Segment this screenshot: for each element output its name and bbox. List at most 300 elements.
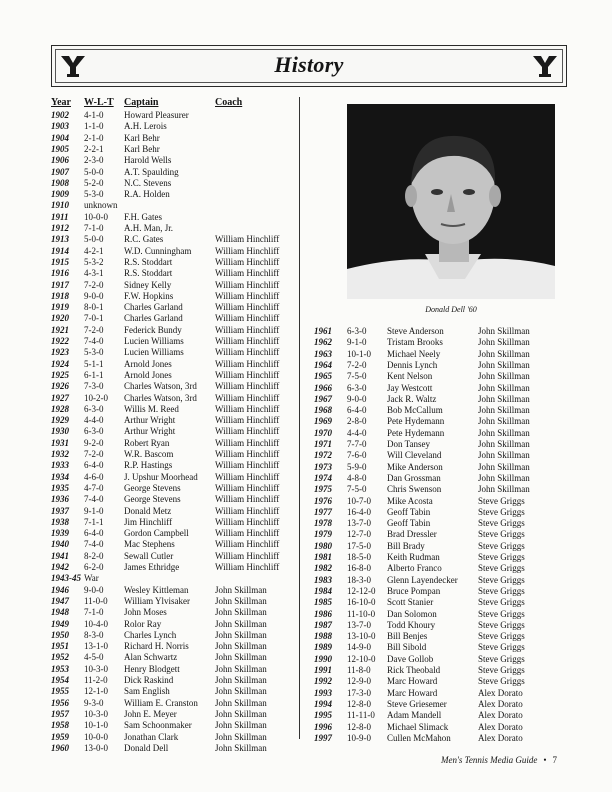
row-captain: R.S. Stoddart <box>124 268 173 279</box>
row-year: 1922 <box>51 336 69 346</box>
row-year: 1974 <box>314 472 332 483</box>
row-coach: John Skillman <box>478 337 530 348</box>
page-title: History <box>274 52 344 77</box>
row-year: 1968 <box>314 405 332 416</box>
row-record: 5-2-0 <box>84 177 104 188</box>
row-captain: R.A. Holden <box>124 189 170 200</box>
row-year: 1931 <box>51 437 69 448</box>
row-record: 4-4-0 <box>84 415 104 426</box>
row-coach: John Skillman <box>215 675 267 685</box>
row-coach: Steve Griggs <box>478 597 525 608</box>
row-year: 1966 <box>314 382 332 393</box>
row-coach: John Skillman <box>478 405 530 416</box>
row-year: 1977 <box>314 506 332 517</box>
row-captain: Lucien Williams <box>124 347 184 358</box>
row-year: 1955 <box>51 686 69 697</box>
row-record: 11-8-0 <box>347 665 371 675</box>
row-year: 1925 <box>51 369 69 380</box>
row-coach: Steve Griggs <box>478 495 525 506</box>
row-record: 12-12-0 <box>347 585 376 596</box>
row-captain: Charles Lynch <box>124 629 177 640</box>
row-captain: Geoff Tabin <box>387 518 431 529</box>
row-captain: Howard Pleasurer <box>124 110 189 120</box>
row-year: 1986 <box>314 608 332 619</box>
row-year: 1905 <box>51 143 69 154</box>
row-captain: Michael Neely <box>387 348 441 359</box>
row-record: 9-0-0 <box>84 584 104 595</box>
row-captain: Kent Nelson <box>387 371 433 382</box>
row-year: 1909 <box>51 189 69 200</box>
row-captain: Brad Dressler <box>387 529 437 540</box>
row-year: 1982 <box>314 563 332 574</box>
row-coach: John Skillman <box>215 686 267 697</box>
row-coach: William Hinchliff <box>215 256 280 267</box>
row-coach: William Hinchliff <box>215 516 280 527</box>
row-year: 1908 <box>51 177 69 188</box>
row-captain: Arthur Wright <box>124 426 176 437</box>
page-header <box>51 45 567 87</box>
row-captain: Wesley Kittleman <box>124 584 189 595</box>
row-captain: Glenn Layendecker <box>387 574 458 585</box>
row-coach: Steve Griggs <box>478 631 525 642</box>
row-captain: Charles Garland <box>124 302 183 313</box>
row-captain: Charles Watson, 3rd <box>124 392 197 403</box>
row-record: 5-0-0 <box>84 166 104 177</box>
row-year: 1981 <box>314 552 332 562</box>
row-record: 4-4-0 <box>347 427 367 438</box>
row-year: 1912 <box>51 223 69 233</box>
row-coach: John Skillman <box>215 584 267 595</box>
row-year: 1938 <box>51 516 69 527</box>
row-year: 1920 <box>51 313 69 324</box>
donald-dell-photo <box>347 104 555 299</box>
row-year: 1949 <box>51 618 69 629</box>
row-year: 1946 <box>51 584 69 595</box>
row-record: 18-3-0 <box>347 574 371 585</box>
yale-y-logo-icon <box>532 54 558 78</box>
row-record: 2-8-0 <box>347 416 367 427</box>
row-record: 12-7-0 <box>347 529 371 540</box>
row-year: 1924 <box>51 358 69 369</box>
row-captain: Arnold Jones <box>124 358 172 369</box>
row-captain: W.R. Bascom <box>124 449 174 459</box>
row-captain: Gordon Campbell <box>124 528 189 539</box>
row-record: 9-1-0 <box>84 505 104 516</box>
row-coach: John Skillman <box>478 348 530 359</box>
column-divider <box>299 97 300 739</box>
row-coach: John Skillman <box>478 427 530 438</box>
row-captain: Bill Brady <box>387 540 425 551</box>
row-year: 1975 <box>314 484 332 495</box>
row-record: 7-2-0 <box>84 279 104 290</box>
row-captain: Chris Swenson <box>387 484 442 495</box>
row-coach: Steve Griggs <box>478 506 525 517</box>
column-header-coach: Coach <box>215 97 243 108</box>
row-year: 1906 <box>51 155 69 166</box>
row-captain: Mac Stephens <box>124 539 175 550</box>
row-record: 4-3-1 <box>84 268 104 279</box>
row-coach: William Hinchliff <box>215 369 280 380</box>
row-year: 1913 <box>51 234 69 245</box>
row-captain: Bruce Pompan <box>387 585 441 596</box>
row-captain: George Stevens <box>124 482 181 493</box>
row-captain: Sidney Kelly <box>124 279 172 290</box>
row-year: 1997 <box>314 732 332 743</box>
row-year: 1976 <box>314 495 332 506</box>
row-year: 1950 <box>51 629 69 640</box>
row-year: 1934 <box>51 471 69 482</box>
row-year: 1992 <box>314 676 332 687</box>
row-year: 1988 <box>314 631 332 642</box>
row-record: 4-6-0 <box>84 471 104 482</box>
row-captain: Donald Dell <box>124 742 169 753</box>
row-captain: Sam Schoonmaker <box>124 720 192 731</box>
row-record: 9-2-0 <box>84 437 104 448</box>
row-captain: Rick Theobald <box>387 665 441 675</box>
row-year: 1928 <box>51 403 69 414</box>
row-year: 1954 <box>51 675 69 685</box>
row-coach: William Hinchliff <box>215 539 280 550</box>
row-captain: William Ylvisaker <box>124 595 191 606</box>
row-record: 6-3-0 <box>347 326 367 336</box>
row-record: 11-11-0 <box>347 710 375 721</box>
row-record: 6-1-1 <box>84 369 104 380</box>
row-record: 7-2-0 <box>84 324 104 335</box>
row-record: 11-10-0 <box>347 608 376 619</box>
row-year: 1915 <box>51 256 69 267</box>
row-captain: Geoff Tabin <box>387 506 431 517</box>
row-record: 8-2-0 <box>84 550 104 561</box>
row-year: 1959 <box>51 731 69 742</box>
row-coach: William Hinchliff <box>215 528 280 539</box>
row-record: 4-1-0 <box>84 110 104 120</box>
row-record: 6-4-0 <box>84 528 104 539</box>
row-record: 16-10-0 <box>347 597 376 608</box>
row-coach: Steve Griggs <box>478 665 525 675</box>
row-record: 2-3-0 <box>84 155 104 166</box>
row-record: 7-0-1 <box>84 313 104 324</box>
row-record: 10-1-0 <box>84 720 108 731</box>
row-year: 1989 <box>314 642 332 653</box>
row-captain: Willis M. Reed <box>124 403 179 414</box>
row-record: 10-7-0 <box>347 495 371 506</box>
row-captain: Sewall Cutler <box>124 550 174 561</box>
row-record: 12-9-0 <box>347 676 371 687</box>
row-captain: Robert Ryan <box>124 437 170 448</box>
row-coach: Alex Dorato <box>478 732 523 743</box>
row-year: 1941 <box>51 550 69 561</box>
row-coach: Steve Griggs <box>478 529 525 540</box>
row-coach: Alex Dorato <box>478 698 523 709</box>
row-record: 2-2-1 <box>84 143 104 154</box>
row-record: 10-9-0 <box>347 732 371 743</box>
row-year: 1969 <box>314 416 332 427</box>
row-captain: R.S. Stoddart <box>124 256 173 267</box>
row-coach: John Skillman <box>215 663 267 674</box>
row-coach: William Hinchliff <box>215 403 280 414</box>
row-captain: Pete Hydemann <box>387 416 445 427</box>
page-number: 7 <box>552 755 557 765</box>
row-captain: George Stevens <box>124 494 181 505</box>
row-captain: F.W. Hopkins <box>124 290 174 301</box>
row-captain: Dave Gollob <box>387 653 434 664</box>
row-captain: Jonathan Clark <box>124 731 179 742</box>
row-captain: Michael Slimack <box>387 721 449 732</box>
row-record: 10-2-0 <box>84 392 108 403</box>
row-coach: William Hinchliff <box>215 415 280 426</box>
row-coach: John Skillman <box>215 641 267 652</box>
row-captain: Keith Rudman <box>387 552 440 562</box>
row-coach: Steve Griggs <box>478 563 525 574</box>
row-record: 10-0-0 <box>84 731 108 742</box>
row-record: 6-3-0 <box>84 426 104 437</box>
row-record: 18-5-0 <box>347 552 371 562</box>
row-year: 1918 <box>51 290 69 301</box>
row-year: 1953 <box>51 663 69 674</box>
row-year: 1910 <box>51 200 69 211</box>
row-year: 1971 <box>314 439 332 449</box>
row-coach: William Hinchliff <box>215 290 280 301</box>
row-record: 5-9-0 <box>347 461 367 472</box>
row-year: 1995 <box>314 710 332 721</box>
row-year: 1991 <box>314 665 332 675</box>
row-captain: Arthur Wright <box>124 415 176 426</box>
row-coach: William Hinchliff <box>215 313 280 324</box>
row-year: 1943-45 <box>51 573 81 584</box>
row-coach: John Skillman <box>478 461 530 472</box>
row-coach: William Hinchliff <box>215 381 280 392</box>
row-year: 1911 <box>51 211 69 222</box>
row-record: 13-7-0 <box>347 518 371 529</box>
row-year: 1923 <box>51 347 69 358</box>
row-coach: Steve Griggs <box>478 653 525 664</box>
row-record: 13-10-0 <box>347 631 376 642</box>
row-year: 1903 <box>51 121 69 132</box>
row-year: 1956 <box>51 697 69 708</box>
row-year: 1907 <box>51 166 69 177</box>
row-coach: Steve Griggs <box>478 619 525 630</box>
row-record: 17-3-0 <box>347 687 371 698</box>
row-record: 17-5-0 <box>347 540 371 551</box>
row-year: 1983 <box>314 574 332 585</box>
row-record: 7-6-0 <box>347 450 367 461</box>
row-year: 1926 <box>51 381 69 392</box>
row-year: 1933 <box>51 460 69 471</box>
row-coach: John Skillman <box>215 652 267 663</box>
row-record: 7-4-0 <box>84 494 104 505</box>
row-captain: Dan Solomon <box>387 608 437 619</box>
row-coach: John Skillman <box>478 382 530 393</box>
column-header-captain: Captain <box>124 97 159 108</box>
row-record: 7-1-1 <box>84 516 104 527</box>
row-record: 6-3-0 <box>84 403 104 414</box>
row-record: 8-3-0 <box>84 629 104 640</box>
row-year: 1967 <box>314 393 332 404</box>
row-coach: John Skillman <box>215 595 267 606</box>
row-captain: A.H. Man, Jr. <box>124 223 173 233</box>
row-record: 7-1-0 <box>84 607 104 618</box>
row-coach: Steve Griggs <box>478 574 525 585</box>
row-captain: Sam English <box>124 686 170 697</box>
row-record: 9-0-0 <box>347 393 367 404</box>
row-coach: Steve Griggs <box>478 540 525 551</box>
row-record: 10-3-0 <box>84 663 108 674</box>
row-captain: Adam Mandell <box>387 710 442 721</box>
row-year: 1987 <box>314 619 332 630</box>
row-captain: John Moses <box>124 607 167 618</box>
row-captain: Mike Acosta <box>387 495 433 506</box>
row-coach: John Skillman <box>478 326 530 336</box>
row-record: unknown <box>84 200 118 211</box>
row-year: 1961 <box>314 326 332 336</box>
row-coach: Alex Dorato <box>478 710 523 721</box>
row-captain: Alberto Franco <box>387 563 442 574</box>
row-year: 1963 <box>314 348 332 359</box>
row-captain: Karl Behr <box>124 143 160 154</box>
row-year: 1984 <box>314 585 332 596</box>
row-year: 1960 <box>51 742 69 753</box>
row-year: 1904 <box>51 132 69 143</box>
row-year: 1921 <box>51 324 69 335</box>
row-year: 1965 <box>314 371 332 382</box>
row-record: 16-4-0 <box>347 506 371 517</box>
row-record: 7-2-0 <box>84 449 104 459</box>
row-coach: William Hinchliff <box>215 437 280 448</box>
footer-bullet: • <box>543 755 547 765</box>
row-record: 7-2-0 <box>347 359 367 370</box>
row-captain: Bill Benjes <box>387 631 428 642</box>
row-year: 1935 <box>51 482 69 493</box>
row-coach: John Skillman <box>478 371 530 382</box>
row-record: 12-8-0 <box>347 698 371 709</box>
row-captain: Dick Raskind <box>124 675 174 685</box>
row-coach: William Hinchliff <box>215 302 280 313</box>
row-coach: John Skillman <box>215 697 267 708</box>
row-coach: William Hinchliff <box>215 336 280 346</box>
row-coach: William Hinchliff <box>215 392 280 403</box>
row-year: 1936 <box>51 494 69 505</box>
row-year: 1978 <box>314 518 332 529</box>
row-captain: Henry Blodgett <box>124 663 180 674</box>
row-year: 1947 <box>51 595 69 606</box>
row-coach: John Skillman <box>478 359 530 370</box>
row-year: 1994 <box>314 698 332 709</box>
row-coach: John Skillman <box>215 618 267 629</box>
row-record: 6-4-0 <box>84 460 104 471</box>
row-captain: Bob McCallum <box>387 405 443 416</box>
row-year: 1948 <box>51 607 69 618</box>
row-record: 1-1-0 <box>84 121 104 132</box>
row-record: War <box>84 573 99 584</box>
row-record: 5-0-0 <box>84 234 104 245</box>
row-year: 1985 <box>314 597 332 608</box>
row-record: 7-7-0 <box>347 439 367 449</box>
row-coach: William Hinchliff <box>215 449 280 459</box>
row-record: 2-1-0 <box>84 132 104 143</box>
row-captain: Arnold Jones <box>124 369 172 380</box>
row-year: 1973 <box>314 461 332 472</box>
row-captain: James Ethridge <box>124 562 180 572</box>
row-record: 12-1-0 <box>84 686 108 697</box>
row-record: 10-1-0 <box>347 348 371 359</box>
row-year: 1914 <box>51 245 69 256</box>
row-coach: John Skillman <box>215 731 267 742</box>
row-coach: John Skillman <box>478 484 530 495</box>
row-year: 1927 <box>51 392 69 403</box>
column-header-wlt: W-L-T <box>84 97 114 108</box>
row-coach: John Skillman <box>215 742 267 753</box>
row-captain: Steve Griesemer <box>387 698 447 709</box>
row-record: 8-0-1 <box>84 302 104 313</box>
row-captain: Federick Bundy <box>124 324 182 335</box>
row-year: 1962 <box>314 337 332 348</box>
row-record: 13-1-0 <box>84 641 108 652</box>
row-year: 1980 <box>314 540 332 551</box>
row-record: 14-9-0 <box>347 642 371 653</box>
row-coach: Steve Griggs <box>478 585 525 596</box>
row-record: 9-3-0 <box>84 697 104 708</box>
row-coach: Steve Griggs <box>478 608 525 619</box>
row-coach: William Hinchliff <box>215 471 280 482</box>
row-coach: John Skillman <box>478 439 530 449</box>
row-coach: John Skillman <box>215 629 267 640</box>
row-record: 7-5-0 <box>347 371 367 382</box>
row-record: 5-1-1 <box>84 358 104 369</box>
row-coach: Steve Griggs <box>478 676 525 687</box>
row-captain: Jack R. Waltz <box>387 393 437 404</box>
row-year: 1937 <box>51 505 69 516</box>
footer-title: Men's Tennis Media Guide <box>441 755 538 765</box>
row-coach: John Skillman <box>478 450 530 461</box>
row-record: 7-4-0 <box>84 336 104 346</box>
row-record: 9-1-0 <box>347 337 367 348</box>
row-record: 4-8-0 <box>347 472 367 483</box>
photo-caption: Donald Dell '60 <box>425 305 477 314</box>
row-captain: Karl Behr <box>124 132 160 143</box>
row-captain: Dennis Lynch <box>387 359 438 370</box>
row-year: 1957 <box>51 708 69 719</box>
row-captain: Jay Westcott <box>387 382 433 393</box>
row-year: 1902 <box>51 110 69 120</box>
row-captain: William E. Cranston <box>124 697 198 708</box>
row-record: 5-3-0 <box>84 347 104 358</box>
row-captain: W.D. Cunningham <box>124 245 192 256</box>
row-record: 5-3-2 <box>84 256 104 267</box>
row-captain: Lucien Williams <box>124 336 184 346</box>
row-captain: Scott Stanier <box>387 597 434 608</box>
row-coach: William Hinchliff <box>215 324 280 335</box>
row-record: 4-2-1 <box>84 245 104 256</box>
row-year: 1940 <box>51 539 69 550</box>
row-captain: Dan Grossman <box>387 472 441 483</box>
row-captain: A.T. Spaulding <box>124 166 179 177</box>
row-coach: William Hinchliff <box>215 426 280 437</box>
row-captain: Charles Garland <box>124 313 183 324</box>
row-year: 1972 <box>314 450 332 461</box>
row-year: 1932 <box>51 449 69 459</box>
row-captain: A.H. Lerois <box>124 121 167 132</box>
row-record: 16-8-0 <box>347 563 371 574</box>
row-record: 12-8-0 <box>347 721 371 732</box>
row-record: 7-5-0 <box>347 484 367 495</box>
row-captain: F.H. Gates <box>124 211 163 222</box>
row-year: 1919 <box>51 302 69 313</box>
row-captain: Todd Khoury <box>387 619 436 630</box>
row-year: 1952 <box>51 652 69 663</box>
row-coach: Steve Griggs <box>478 552 525 562</box>
row-year: 1929 <box>51 415 69 426</box>
row-record: 10-3-0 <box>84 708 108 719</box>
